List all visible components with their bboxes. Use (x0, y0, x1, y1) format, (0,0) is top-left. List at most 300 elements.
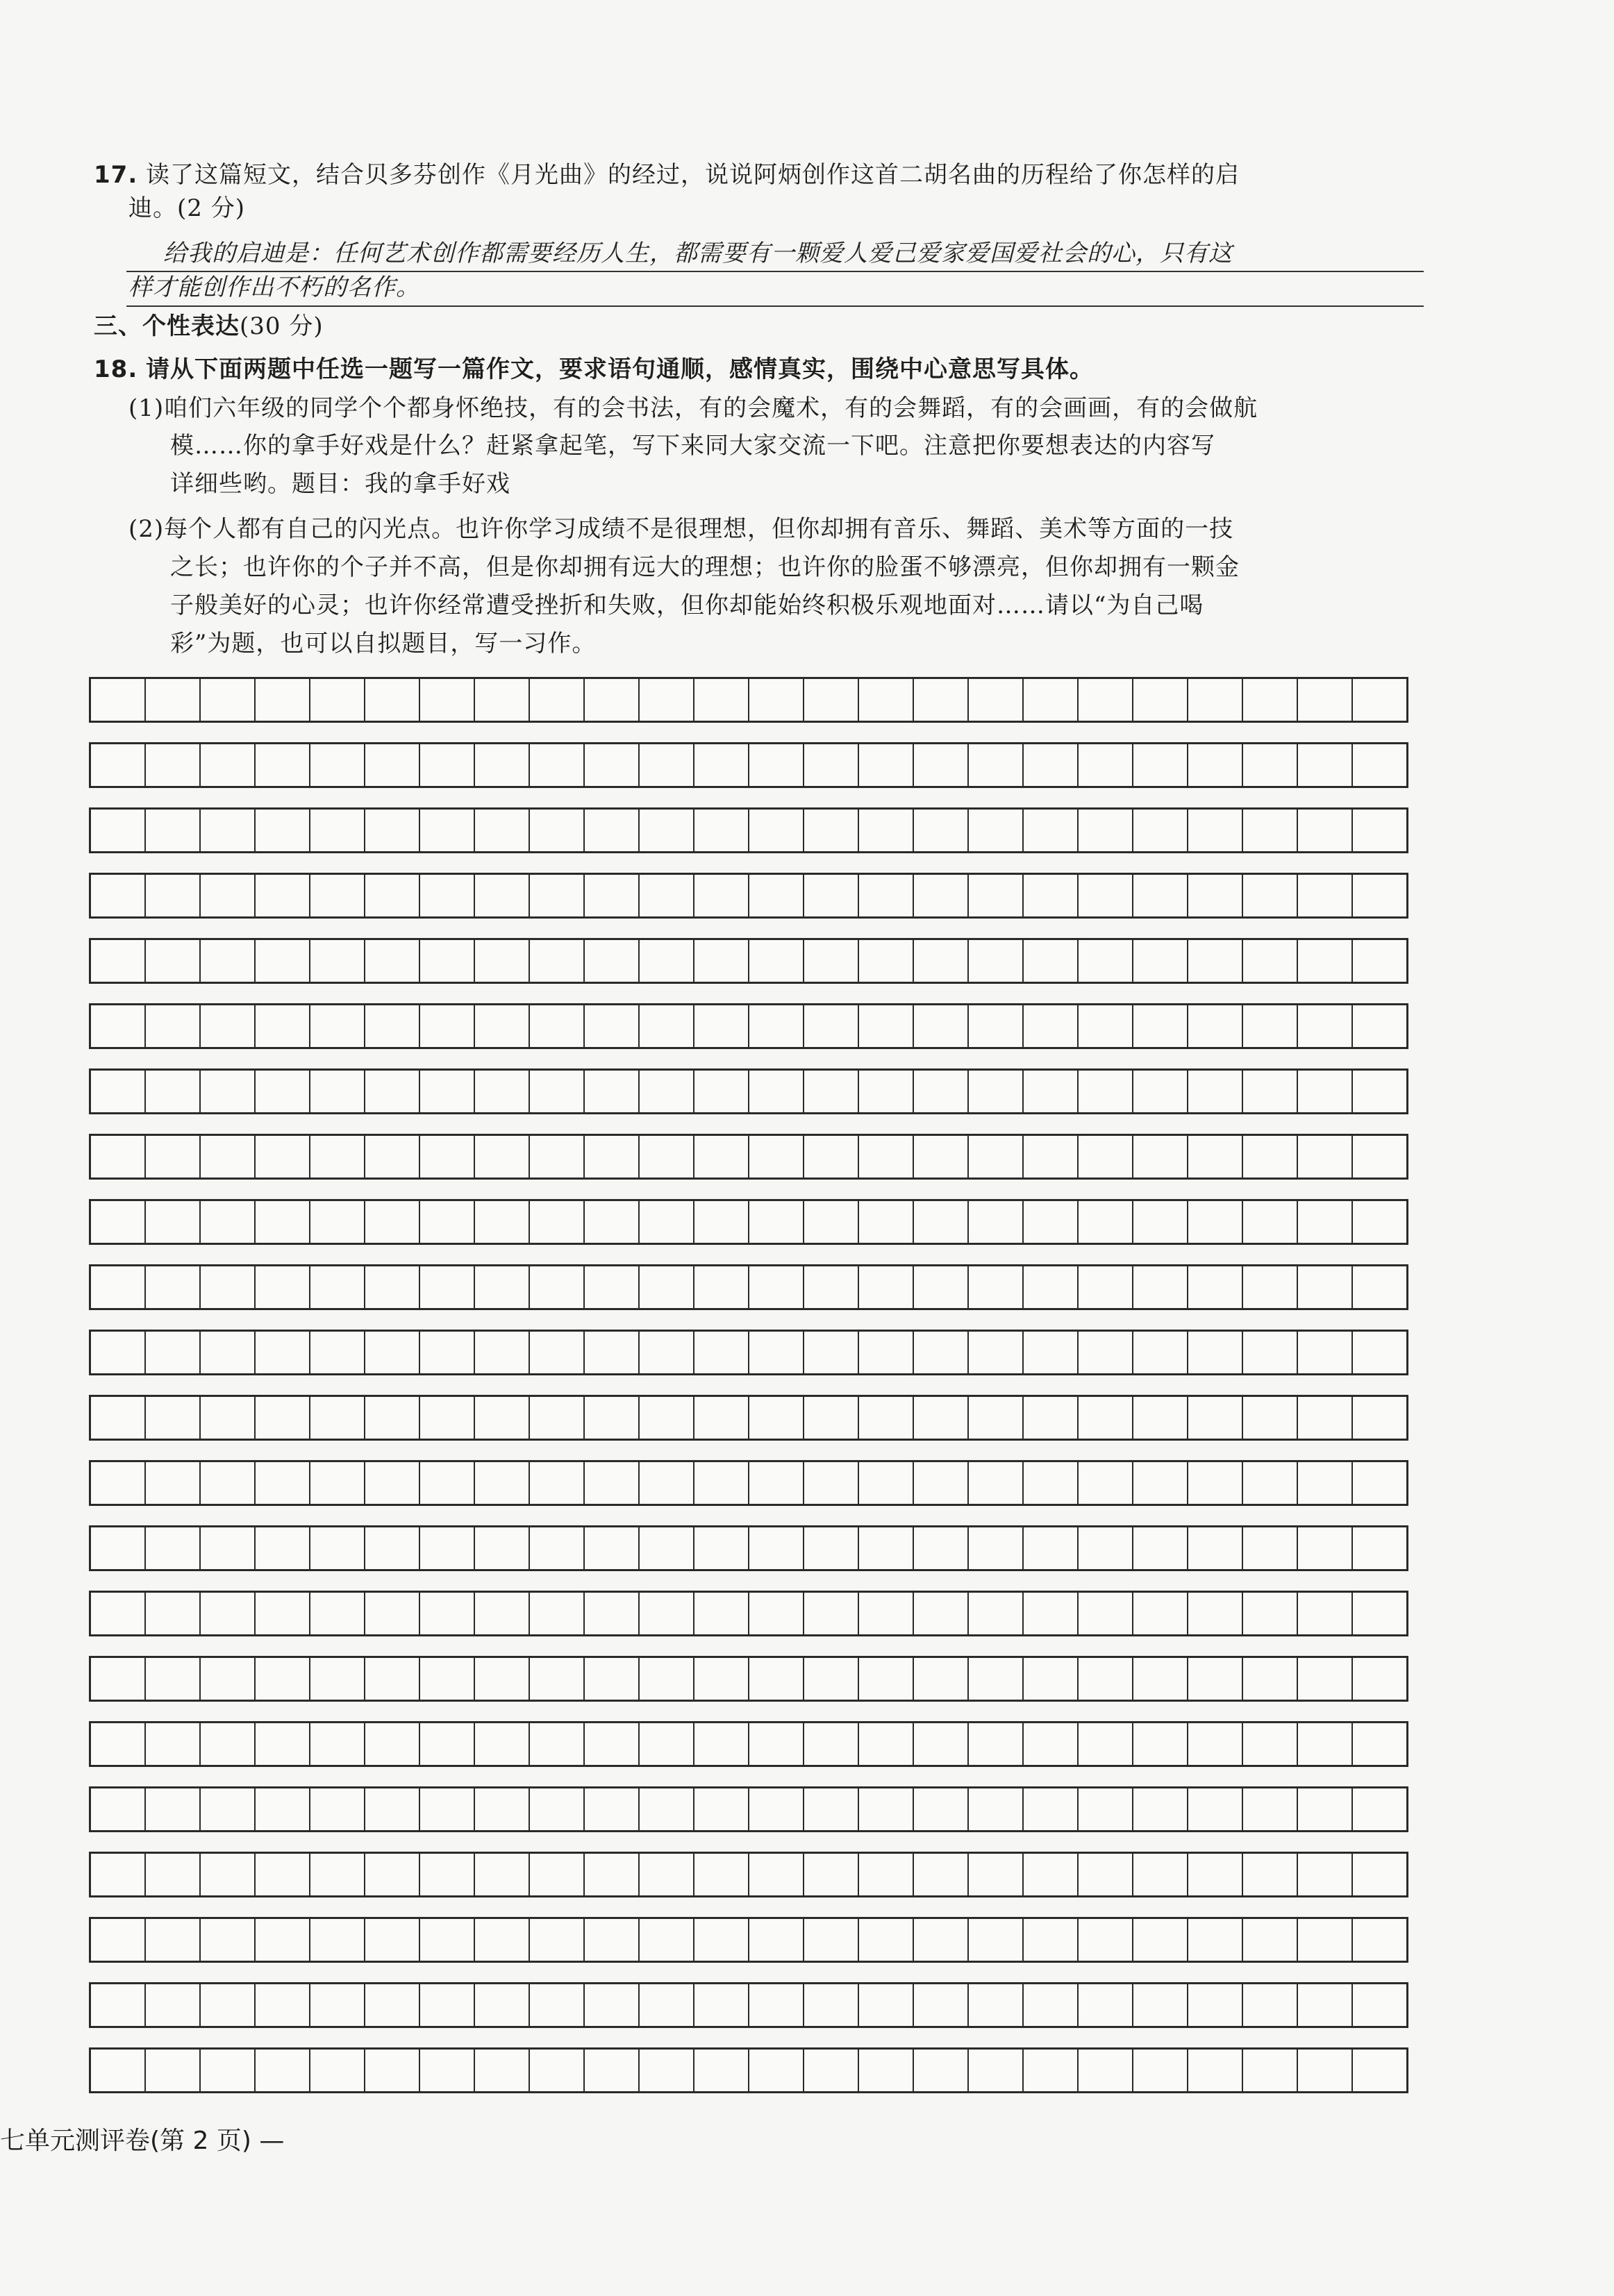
grid-cell[interactable] (1188, 1658, 1243, 1700)
grid-cell[interactable] (694, 1593, 749, 1634)
grid-cell[interactable] (859, 940, 914, 982)
grid-cell[interactable] (91, 1984, 146, 2026)
grid-cell[interactable] (310, 810, 365, 851)
grid-cell[interactable] (859, 1527, 914, 1569)
grid-cell[interactable] (914, 679, 969, 721)
grid-cell[interactable] (91, 1788, 146, 1830)
grid-cell[interactable] (914, 940, 969, 982)
grid-cell[interactable] (640, 1723, 694, 1765)
grid-cell[interactable] (749, 1854, 804, 1895)
grid-cell[interactable] (1024, 1201, 1079, 1243)
grid-cell[interactable] (694, 744, 749, 786)
grid-cell[interactable] (1133, 1397, 1188, 1439)
grid-cell[interactable] (969, 1788, 1024, 1830)
grid-cell[interactable] (749, 1984, 804, 2026)
grid-cell[interactable] (859, 1658, 914, 1700)
grid-cell[interactable] (1188, 940, 1243, 982)
grid-cell[interactable] (1024, 940, 1079, 982)
grid-cell[interactable] (694, 1071, 749, 1112)
grid-cell[interactable] (1133, 1854, 1188, 1895)
grid-cell[interactable] (640, 1201, 694, 1243)
grid-cell[interactable] (1353, 1266, 1406, 1308)
grid-cell[interactable] (1133, 1136, 1188, 1178)
grid-cell[interactable] (256, 1593, 310, 1634)
grid-cell[interactable] (804, 1071, 859, 1112)
grid-cell[interactable] (585, 1266, 640, 1308)
grid-cell[interactable] (146, 1527, 201, 1569)
grid-cell[interactable] (859, 679, 914, 721)
grid-cell[interactable] (146, 1201, 201, 1243)
grid-cell[interactable] (694, 1658, 749, 1700)
grid-cell[interactable] (1188, 1462, 1243, 1504)
grid-cell[interactable] (969, 1854, 1024, 1895)
grid-cell[interactable] (1024, 1005, 1079, 1047)
grid-cell[interactable] (91, 810, 146, 851)
grid-cell[interactable] (475, 1919, 530, 1961)
grid-cell[interactable] (310, 1201, 365, 1243)
grid-cell[interactable] (859, 1919, 914, 1961)
grid-cell[interactable] (694, 1397, 749, 1439)
grid-cell[interactable] (1188, 875, 1243, 916)
grid-cell[interactable] (475, 1332, 530, 1373)
grid-cell[interactable] (640, 1658, 694, 1700)
grid-cell[interactable] (914, 1723, 969, 1765)
grid-cell[interactable] (969, 1136, 1024, 1178)
grid-cell[interactable] (310, 1071, 365, 1112)
grid-cell[interactable] (530, 1136, 585, 1178)
grid-cell[interactable] (1133, 1919, 1188, 1961)
grid-cell[interactable] (585, 1984, 640, 2026)
grid-cell[interactable] (969, 1658, 1024, 1700)
grid-cell[interactable] (530, 875, 585, 916)
grid-cell[interactable] (530, 810, 585, 851)
grid-cell[interactable] (256, 1071, 310, 1112)
grid-cell[interactable] (749, 2050, 804, 2091)
grid-cell[interactable] (1298, 1136, 1353, 1178)
grid-cell[interactable] (365, 1723, 420, 1765)
grid-cell[interactable] (1353, 1201, 1406, 1243)
grid-cell[interactable] (310, 1136, 365, 1178)
grid-cell[interactable] (146, 1984, 201, 2026)
grid-cell[interactable] (1353, 1788, 1406, 1830)
grid-cell[interactable] (585, 1462, 640, 1504)
grid-cell[interactable] (1133, 1332, 1188, 1373)
grid-cell[interactable] (694, 679, 749, 721)
grid-cell[interactable] (749, 1071, 804, 1112)
grid-cell[interactable] (969, 1266, 1024, 1308)
grid-cell[interactable] (1133, 1201, 1188, 1243)
grid-cell[interactable] (256, 940, 310, 982)
grid-cell[interactable] (640, 2050, 694, 2091)
grid-cell[interactable] (1188, 2050, 1243, 2091)
grid-cell[interactable] (91, 679, 146, 721)
grid-cell[interactable] (310, 1266, 365, 1308)
grid-cell[interactable] (1133, 1071, 1188, 1112)
grid-cell[interactable] (1079, 1919, 1133, 1961)
grid-cell[interactable] (256, 1658, 310, 1700)
grid-cell[interactable] (365, 1005, 420, 1047)
grid-cell[interactable] (1133, 2050, 1188, 2091)
grid-cell[interactable] (420, 2050, 475, 2091)
grid-cell[interactable] (1298, 940, 1353, 982)
grid-cell[interactable] (146, 1788, 201, 1830)
grid-cell[interactable] (256, 875, 310, 916)
grid-cell[interactable] (365, 1984, 420, 2026)
grid-cell[interactable] (420, 1984, 475, 2026)
grid-cell[interactable] (749, 1397, 804, 1439)
grid-cell[interactable] (1243, 1723, 1298, 1765)
grid-cell[interactable] (201, 875, 256, 916)
grid-cell[interactable] (804, 1788, 859, 1830)
grid-cell[interactable] (640, 875, 694, 916)
grid-cell[interactable] (585, 679, 640, 721)
grid-cell[interactable] (1024, 2050, 1079, 2091)
grid-cell[interactable] (585, 1919, 640, 1961)
grid-cell[interactable] (1024, 1723, 1079, 1765)
grid-cell[interactable] (475, 679, 530, 721)
grid-cell[interactable] (914, 1136, 969, 1178)
grid-cell[interactable] (1353, 1005, 1406, 1047)
grid-cell[interactable] (530, 1593, 585, 1634)
grid-cell[interactable] (91, 2050, 146, 2091)
grid-cell[interactable] (201, 1136, 256, 1178)
grid-cell[interactable] (914, 1201, 969, 1243)
grid-cell[interactable] (310, 744, 365, 786)
grid-cell[interactable] (1188, 1788, 1243, 1830)
grid-cell[interactable] (1188, 1136, 1243, 1178)
grid-cell[interactable] (1243, 1984, 1298, 2026)
grid-cell[interactable] (365, 744, 420, 786)
grid-cell[interactable] (749, 875, 804, 916)
grid-cell[interactable] (420, 1005, 475, 1047)
grid-cell[interactable] (694, 875, 749, 916)
grid-cell[interactable] (969, 810, 1024, 851)
grid-cell[interactable] (1079, 1658, 1133, 1700)
grid-cell[interactable] (1298, 1332, 1353, 1373)
grid-cell[interactable] (1133, 1723, 1188, 1765)
grid-cell[interactable] (1024, 1462, 1079, 1504)
grid-cell[interactable] (475, 1266, 530, 1308)
grid-cell[interactable] (804, 1201, 859, 1243)
grid-cell[interactable] (1079, 875, 1133, 916)
grid-cell[interactable] (804, 2050, 859, 2091)
grid-cell[interactable] (91, 1723, 146, 1765)
grid-cell[interactable] (1079, 1788, 1133, 1830)
grid-cell[interactable] (530, 1005, 585, 1047)
grid-cell[interactable] (420, 1658, 475, 1700)
grid-cell[interactable] (969, 1397, 1024, 1439)
grid-cell[interactable] (1188, 1005, 1243, 1047)
grid-cell[interactable] (585, 1071, 640, 1112)
grid-cell[interactable] (804, 1462, 859, 1504)
grid-cell[interactable] (1353, 1527, 1406, 1569)
grid-cell[interactable] (1079, 1854, 1133, 1895)
grid-cell[interactable] (201, 1723, 256, 1765)
grid-cell[interactable] (1298, 1266, 1353, 1308)
grid-cell[interactable] (1353, 679, 1406, 721)
grid-cell[interactable] (969, 744, 1024, 786)
grid-cell[interactable] (310, 1593, 365, 1634)
grid-cell[interactable] (146, 1071, 201, 1112)
grid-cell[interactable] (1188, 810, 1243, 851)
grid-cell[interactable] (420, 1201, 475, 1243)
grid-cell[interactable] (1079, 744, 1133, 786)
grid-cell[interactable] (146, 1658, 201, 1700)
grid-cell[interactable] (914, 1332, 969, 1373)
grid-cell[interactable] (1079, 1005, 1133, 1047)
grid-cell[interactable] (694, 1136, 749, 1178)
grid-cell[interactable] (1243, 1332, 1298, 1373)
grid-cell[interactable] (1298, 1071, 1353, 1112)
grid-cell[interactable] (420, 940, 475, 982)
grid-cell[interactable] (969, 1071, 1024, 1112)
grid-cell[interactable] (475, 744, 530, 786)
grid-cell[interactable] (749, 744, 804, 786)
grid-cell[interactable] (1188, 1723, 1243, 1765)
grid-cell[interactable] (694, 810, 749, 851)
grid-cell[interactable] (749, 1136, 804, 1178)
grid-cell[interactable] (310, 1984, 365, 2026)
grid-cell[interactable] (530, 744, 585, 786)
grid-cell[interactable] (1188, 1854, 1243, 1895)
grid-cell[interactable] (914, 1462, 969, 1504)
grid-cell[interactable] (859, 875, 914, 916)
grid-cell[interactable] (310, 1854, 365, 1895)
grid-cell[interactable] (1024, 1527, 1079, 1569)
grid-cell[interactable] (201, 1658, 256, 1700)
grid-cell[interactable] (1298, 1788, 1353, 1830)
grid-cell[interactable] (1353, 1919, 1406, 1961)
grid-cell[interactable] (1133, 744, 1188, 786)
grid-cell[interactable] (859, 1071, 914, 1112)
grid-cell[interactable] (694, 1005, 749, 1047)
grid-cell[interactable] (585, 1788, 640, 1830)
grid-cell[interactable] (530, 1984, 585, 2026)
grid-cell[interactable] (969, 875, 1024, 916)
grid-cell[interactable] (91, 1658, 146, 1700)
grid-cell[interactable] (201, 1984, 256, 2026)
grid-cell[interactable] (91, 1266, 146, 1308)
grid-cell[interactable] (256, 1005, 310, 1047)
grid-cell[interactable] (914, 1266, 969, 1308)
grid-cell[interactable] (1353, 1658, 1406, 1700)
grid-cell[interactable] (804, 875, 859, 916)
grid-cell[interactable] (530, 679, 585, 721)
grid-cell[interactable] (256, 1919, 310, 1961)
grid-cell[interactable] (530, 1201, 585, 1243)
grid-cell[interactable] (256, 1788, 310, 1830)
grid-cell[interactable] (804, 1593, 859, 1634)
grid-cell[interactable] (201, 1071, 256, 1112)
grid-cell[interactable] (859, 1201, 914, 1243)
grid-cell[interactable] (420, 1593, 475, 1634)
grid-cell[interactable] (365, 1397, 420, 1439)
grid-cell[interactable] (475, 1658, 530, 1700)
grid-cell[interactable] (1079, 1136, 1133, 1178)
grid-cell[interactable] (914, 744, 969, 786)
grid-cell[interactable] (201, 1201, 256, 1243)
grid-cell[interactable] (310, 1332, 365, 1373)
grid-cell[interactable] (420, 1071, 475, 1112)
grid-cell[interactable] (1243, 679, 1298, 721)
grid-cell[interactable] (694, 1201, 749, 1243)
grid-cell[interactable] (310, 875, 365, 916)
grid-cell[interactable] (1079, 940, 1133, 982)
grid-cell[interactable] (1133, 1005, 1188, 1047)
grid-cell[interactable] (530, 1397, 585, 1439)
grid-cell[interactable] (420, 1527, 475, 1569)
grid-cell[interactable] (1243, 1397, 1298, 1439)
grid-cell[interactable] (365, 1854, 420, 1895)
grid-cell[interactable] (640, 1854, 694, 1895)
grid-cell[interactable] (1188, 1266, 1243, 1308)
grid-cell[interactable] (640, 1593, 694, 1634)
grid-cell[interactable] (694, 1788, 749, 1830)
grid-cell[interactable] (146, 810, 201, 851)
grid-cell[interactable] (1079, 1332, 1133, 1373)
grid-cell[interactable] (1079, 1984, 1133, 2026)
grid-cell[interactable] (365, 810, 420, 851)
grid-cell[interactable] (1024, 744, 1079, 786)
grid-cell[interactable] (475, 1527, 530, 1569)
grid-cell[interactable] (585, 1854, 640, 1895)
grid-cell[interactable] (1353, 810, 1406, 851)
grid-cell[interactable] (804, 1136, 859, 1178)
grid-cell[interactable] (1243, 1266, 1298, 1308)
grid-cell[interactable] (256, 1332, 310, 1373)
grid-cell[interactable] (694, 940, 749, 982)
grid-cell[interactable] (146, 1136, 201, 1178)
grid-cell[interactable] (91, 1005, 146, 1047)
grid-cell[interactable] (804, 1723, 859, 1765)
grid-cell[interactable] (1024, 1919, 1079, 1961)
grid-cell[interactable] (859, 744, 914, 786)
grid-cell[interactable] (1353, 1723, 1406, 1765)
grid-cell[interactable] (859, 1788, 914, 1830)
grid-cell[interactable] (749, 1462, 804, 1504)
grid-cell[interactable] (1298, 679, 1353, 721)
grid-cell[interactable] (1243, 1005, 1298, 1047)
grid-cell[interactable] (256, 810, 310, 851)
grid-cell[interactable] (914, 875, 969, 916)
composition-writing-grid[interactable] (89, 677, 1408, 2113)
grid-cell[interactable] (91, 940, 146, 982)
grid-cell[interactable] (146, 744, 201, 786)
grid-cell[interactable] (1353, 1332, 1406, 1373)
grid-cell[interactable] (91, 1462, 146, 1504)
grid-cell[interactable] (91, 875, 146, 916)
grid-cell[interactable] (1243, 1854, 1298, 1895)
grid-cell[interactable] (91, 1919, 146, 1961)
grid-cell[interactable] (1079, 1593, 1133, 1634)
grid-cell[interactable] (1188, 1201, 1243, 1243)
grid-cell[interactable] (365, 2050, 420, 2091)
grid-cell[interactable] (1353, 1136, 1406, 1178)
grid-cell[interactable] (420, 1788, 475, 1830)
grid-cell[interactable] (420, 1723, 475, 1765)
grid-cell[interactable] (749, 1005, 804, 1047)
grid-cell[interactable] (1024, 679, 1079, 721)
grid-cell[interactable] (91, 1136, 146, 1178)
grid-cell[interactable] (530, 1527, 585, 1569)
grid-cell[interactable] (694, 1462, 749, 1504)
grid-cell[interactable] (1024, 1788, 1079, 1830)
grid-cell[interactable] (201, 1593, 256, 1634)
grid-cell[interactable] (1133, 679, 1188, 721)
grid-cell[interactable] (749, 1919, 804, 1961)
grid-cell[interactable] (146, 1462, 201, 1504)
grid-cell[interactable] (475, 940, 530, 982)
grid-cell[interactable] (365, 1527, 420, 1569)
grid-cell[interactable] (256, 1854, 310, 1895)
grid-cell[interactable] (1298, 744, 1353, 786)
grid-cell[interactable] (749, 940, 804, 982)
grid-cell[interactable] (859, 1984, 914, 2026)
grid-cell[interactable] (1243, 875, 1298, 916)
grid-cell[interactable] (475, 1136, 530, 1178)
grid-cell[interactable] (969, 940, 1024, 982)
grid-cell[interactable] (585, 875, 640, 916)
grid-cell[interactable] (530, 1854, 585, 1895)
grid-cell[interactable] (1133, 1593, 1188, 1634)
grid-cell[interactable] (1243, 1919, 1298, 1961)
grid-cell[interactable] (420, 679, 475, 721)
grid-cell[interactable] (256, 1201, 310, 1243)
grid-cell[interactable] (914, 1854, 969, 1895)
grid-cell[interactable] (146, 1332, 201, 1373)
grid-cell[interactable] (201, 1854, 256, 1895)
grid-cell[interactable] (1243, 1136, 1298, 1178)
grid-cell[interactable] (201, 940, 256, 982)
grid-cell[interactable] (310, 2050, 365, 2091)
grid-cell[interactable] (310, 1397, 365, 1439)
grid-cell[interactable] (146, 1266, 201, 1308)
grid-cell[interactable] (585, 1723, 640, 1765)
grid-cell[interactable] (365, 1266, 420, 1308)
grid-cell[interactable] (530, 1071, 585, 1112)
grid-cell[interactable] (1079, 1201, 1133, 1243)
grid-cell[interactable] (914, 1071, 969, 1112)
grid-cell[interactable] (420, 810, 475, 851)
grid-cell[interactable] (1079, 1266, 1133, 1308)
grid-cell[interactable] (640, 810, 694, 851)
grid-cell[interactable] (914, 1397, 969, 1439)
grid-cell[interactable] (310, 1005, 365, 1047)
grid-cell[interactable] (749, 1658, 804, 1700)
grid-cell[interactable] (365, 875, 420, 916)
grid-cell[interactable] (1024, 1593, 1079, 1634)
grid-cell[interactable] (914, 1005, 969, 1047)
grid-cell[interactable] (146, 1854, 201, 1895)
grid-cell[interactable] (146, 875, 201, 916)
grid-cell[interactable] (1298, 1005, 1353, 1047)
grid-cell[interactable] (1298, 1527, 1353, 1569)
grid-cell[interactable] (201, 744, 256, 786)
grid-cell[interactable] (1298, 1201, 1353, 1243)
grid-cell[interactable] (585, 1593, 640, 1634)
grid-cell[interactable] (1133, 1266, 1188, 1308)
grid-cell[interactable] (859, 1136, 914, 1178)
grid-cell[interactable] (1353, 940, 1406, 982)
grid-cell[interactable] (1188, 1593, 1243, 1634)
grid-cell[interactable] (310, 1658, 365, 1700)
grid-cell[interactable] (475, 810, 530, 851)
grid-cell[interactable] (310, 1788, 365, 1830)
grid-cell[interactable] (694, 1854, 749, 1895)
grid-cell[interactable] (859, 1462, 914, 1504)
grid-cell[interactable] (475, 1071, 530, 1112)
grid-cell[interactable] (585, 1527, 640, 1569)
